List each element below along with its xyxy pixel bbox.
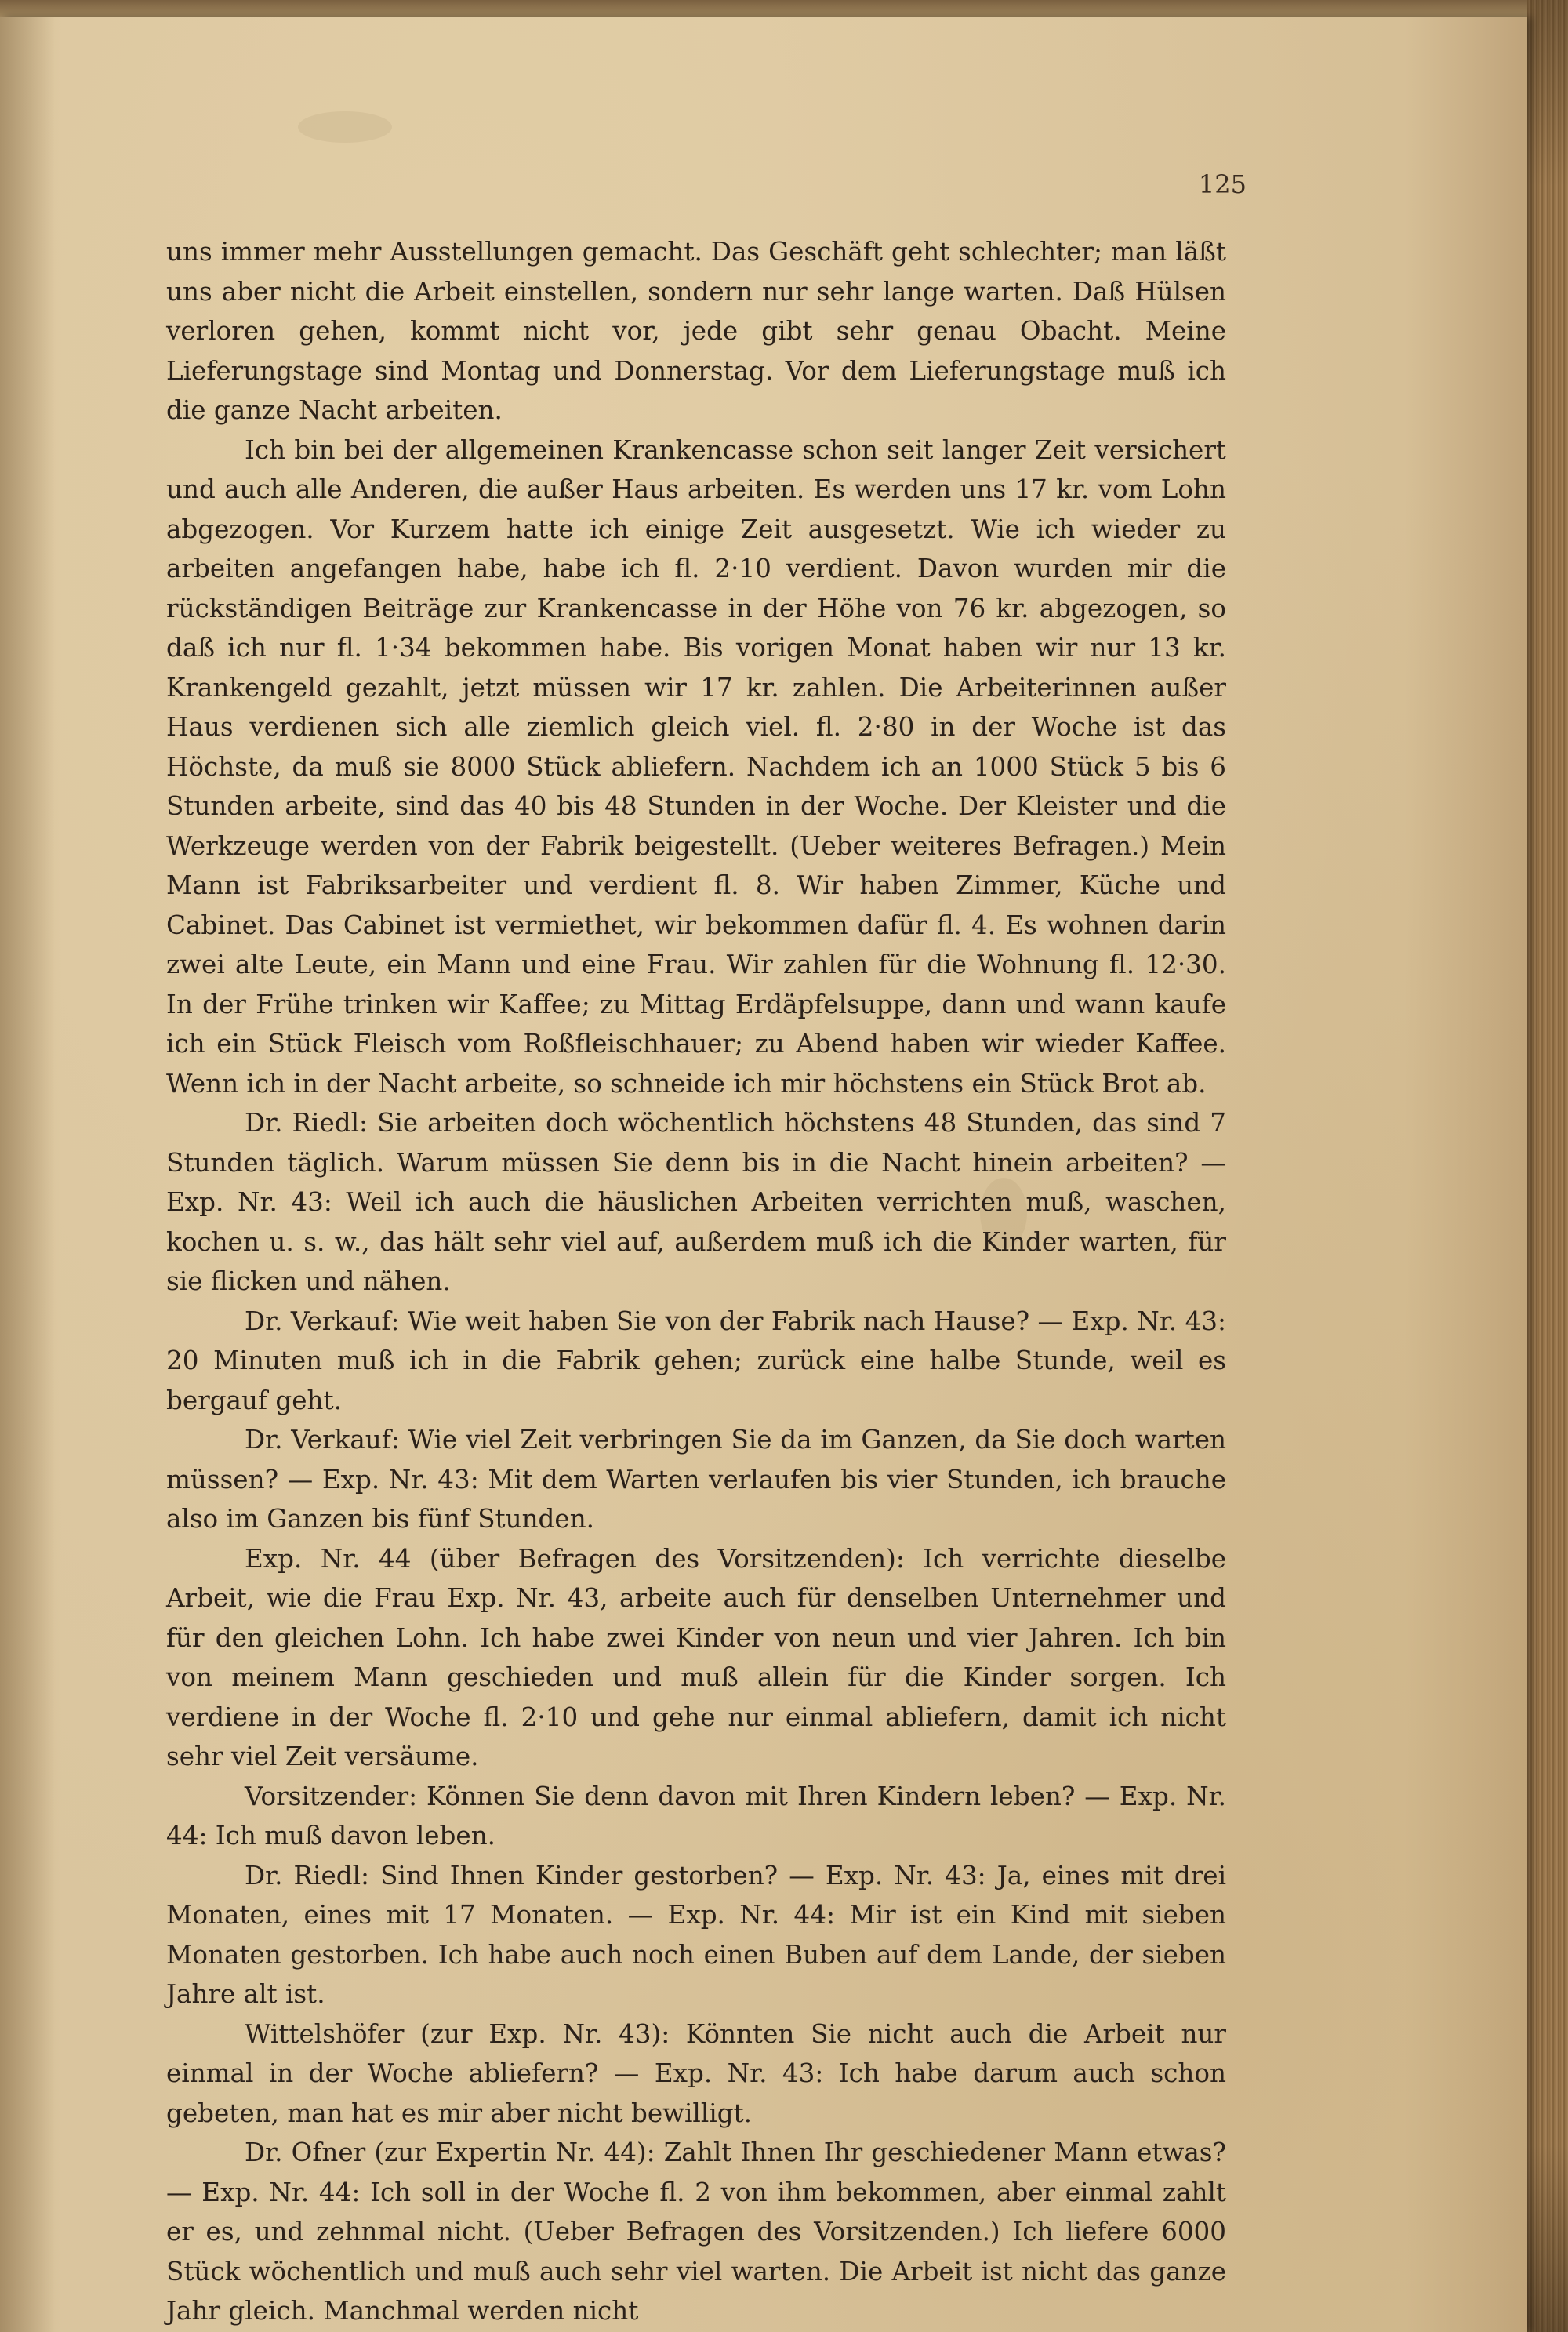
paragraph: Ich bin bei der allgemeinen Krankencasse schon seit langer Zeit versichert und auch alle Anderen, die außer Haus arbeiten. Es werden uns 17 kr. vom Lohn abgezogen. Vor Kurzem hatte ich einige Zeit ausgesetzt. Wie ich wieder zu arbeiten angefangen habe, habe ich fl. 2·10 verdient. Davon wurden mir die rückständigen Beiträge zur Krankencasse in der Höhe von 76 kr. abgezogen, so daß ich nur fl. 1·34 bekommen habe. Bis vorigen Monat haben wir nur 13 kr. Krankengeld gezahlt, jetzt müssen wir 17 kr. zahlen. Die Arbeiterinnen außer Haus verdienen sich alle ziemlich gleich viel. fl. 2·80 in der Woche ist das Höchste, da muß sie 8000 Stück abliefern. Nachdem ich an 1000 Stück 5 bis 6 Stunden arbeite, sind das 40 bis 48 Stunden in der Woche. Der Kleister und die Werkzeuge werden von der Fabrik beigestellt. (Ueber weiteres Befragen.) Mein Mann ist Fabriksarbeiter und verdient fl. 8. Wir haben Zimmer, Küche und Cabinet. Das Cabinet ist vermiethet, wir bekommen dafür fl. 4. Es wohnen darin zwei alte Leute, ein Mann und eine Frau. Wir zahlen für die Wohnung fl. 12·30. In der Frühe trinken wir Kaffee; zu Mittag Erdäpfelsuppe, dann und wann kaufe ich ein Stück Fleisch vom Roßfleischhauer; zu Abend haben wir wieder Kaffee. Wenn ich in der Nacht arbeite, so schneide ich mir höchstens ein Stück Brot ab. <box>166 434 1226 1099</box>
paragraph: Dr. Riedl: Sind Ihnen Kinder gestorben? — Exp. Nr. 43: Ja, eines mit drei Monaten, eines mit 17 Monaten. — Exp. Nr. 44: Mir ist ein Kind mit sieben Monaten gestorben. Ich habe auch noch einen Buben auf dem Lande, der sieben Jahre alt ist. <box>166 1860 1226 2009</box>
paragraph: Vorsitzender: Können Sie denn davon mit Ihren Kindern leben? — Exp. Nr. 44: Ich muß davon leben. <box>166 1781 1226 1851</box>
paragraph: Wittelshöfer (zur Exp. Nr. 43): Könnten Sie nicht auch die Arbeit nur einmal in der Woche abliefern? — Exp. Nr. 43: Ich habe darum auch schon gebeten, man hat es mir aber nicht bewilligt. <box>166 2018 1226 2128</box>
page-gutter-shadow <box>0 17 55 2332</box>
paragraph: Dr. Riedl: Sie arbeiten doch wöchentlich höchstens 48 Stunden, das sind 7 Stunden täglich. Warum müssen Sie denn bis in die Nacht hinein arbeiten? — Exp. Nr. 43: Weil ich auch die häuslichen Arbeiten verrichten muß, waschen, kochen u. s. w., das hält sehr viel auf, außerdem muß ich die Kinder warten, für sie flicken und nähen. <box>166 1108 1226 1296</box>
book-edges-shade <box>1527 0 1568 2332</box>
paragraph: Exp. Nr. 44 (über Befragen des Vorsitzenden): Ich verrichte dieselbe Arbeit, wie die Frau Exp. Nr. 43, arbeite auch für denselben Unternehmer und für den gleichen Lohn. Ich habe zwei Kinder von neun und vier Jahren. Ich bin von meinem Mann geschieden und muß allein für die Kinder sorgen. Ich verdiene in der Woche fl. 2·10 und gehe nur einmal abliefern, damit ich nicht sehr viel Zeit versäume. <box>166 1543 1226 1771</box>
paragraph: Dr. Ofner (zur Expertin Nr. 44): Zahlt Ihnen Ihr geschiedener Mann etwas? — Exp. Nr. 44: Ich soll in der Woche fl. 2 von ihm bekommen, aber einmal zahlt er es, und zehnmal nicht. (Ueber Befragen des Vorsitzenden.) Ich liefere 6000 Stück wöchentlich und muß auch sehr viel warten. Die Arbeit ist nicht das ganze Jahr gleich. Manchmal werden nicht <box>166 2138 1226 2326</box>
page-number: 125 <box>1198 169 1247 199</box>
body-text <box>166 232 1226 2331</box>
paper-smudge <box>298 111 392 143</box>
paragraph: Dr. Verkauf: Wie viel Zeit verbringen Sie da im Ganzen, da Sie doch warten müssen? — Exp. Nr. 43: Mit dem Warten verlaufen bis vier Stunden, ich brauche also im Ganzen bis fünf Stunden. <box>166 1425 1226 1534</box>
paragraph: Dr. Verkauf: Wie weit haben Sie von der Fabrik nach Hause? — Exp. Nr. 43: 20 Minuten muß ich in die Fabrik gehen; zurück eine halbe Stunde, weil es bergauf geht. <box>166 1306 1226 1415</box>
paragraph: uns immer mehr Ausstellungen gemacht. Das Geschäft geht schlechter; man läßt uns aber nicht die Arbeit einstellen, sondern nur sehr lange warten. Daß Hülsen verloren gehen, kommt nicht vor, jede gibt sehr genau Obacht. Meine Lieferungstage sind Montag und Donnerstag. Vor dem Lieferungstage muß ich die ganze Nacht arbeiten. <box>166 237 1226 425</box>
